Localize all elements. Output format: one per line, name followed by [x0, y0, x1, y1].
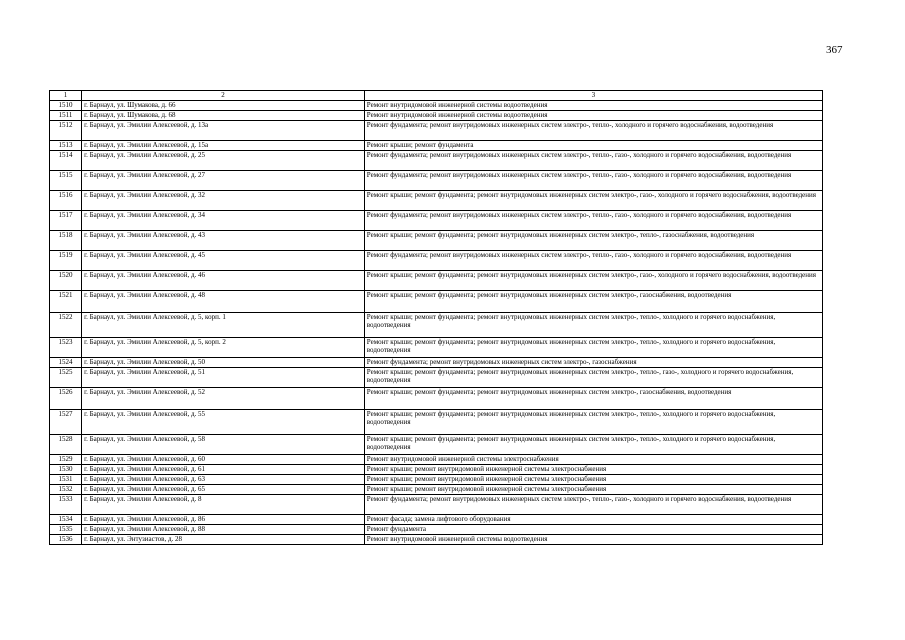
column-header: 3 [364, 91, 822, 101]
table-row [50, 387, 823, 409]
row-number: 1527 [50, 409, 82, 434]
row-works: Ремонт крыши; ремонт внутридомовой инженерной системы электроснабжения [364, 484, 822, 494]
row-number: 1516 [50, 190, 82, 210]
row-number: 1511 [50, 110, 82, 120]
row-address: г. Барнаул, ул. Эмилии Алексеевой, д. 5, корп. 1 [82, 312, 365, 337]
table-row [50, 484, 823, 494]
row-number: 1533 [50, 494, 82, 514]
table-row [50, 409, 823, 434]
row-address: г. Барнаул, ул. Эмилии Алексеевой, д. 8 [82, 494, 365, 514]
row-number: 1525 [50, 367, 82, 387]
row-address: г. Барнаул, ул. Эмилии Алексеевой, д. 88 [82, 524, 365, 534]
row-number: 1534 [50, 514, 82, 524]
row-works: Ремонт крыши; ремонт фундамента; ремонт внутридомовых инженерных систем электро-, тепло-, холодного и горячего водоснабжения, водоотведения [364, 337, 822, 357]
row-works: Ремонт фасада; замена лифтового оборудования [364, 514, 822, 524]
row-address: г. Барнаул, ул. Эмилии Алексеевой, д. 86 [82, 514, 365, 524]
row-works: Ремонт внутридомовой инженерной системы электроснабжения [364, 454, 822, 464]
row-number: 1520 [50, 270, 82, 290]
table-row [50, 454, 823, 464]
row-address: г. Барнаул, ул. Эмилии Алексеевой, д. 45 [82, 250, 365, 270]
row-address: г. Барнаул, ул. Эмилии Алексеевой, д. 46 [82, 270, 365, 290]
row-address: г. Барнаул, ул. Эмилии Алексеевой, д. 48 [82, 290, 365, 312]
row-address: г. Барнаул, ул. Эмилии Алексеевой, д. 32 [82, 190, 365, 210]
row-number: 1523 [50, 337, 82, 357]
page-number: 367 [826, 44, 843, 56]
table-row [50, 474, 823, 484]
row-address: г. Барнаул, ул. Эмилии Алексеевой, д. 55 [82, 409, 365, 434]
row-address: г. Барнаул, ул. Эмилии Алексеевой, д. 60 [82, 454, 365, 464]
row-works: Ремонт внутридомовой инженерной системы водоотведения [364, 100, 822, 110]
row-works: Ремонт крыши; ремонт фундамента; ремонт внутридомовых инженерных систем электро-, газо-, холодного и горячего водоснабжения, водоотведения [364, 190, 822, 210]
table-row [50, 337, 823, 357]
row-works: Ремонт крыши; ремонт внутридомовой инженерной системы электроснабжения [364, 474, 822, 484]
row-works: Ремонт фундамента; ремонт внутридомовых инженерных систем электро-, тепло-, холодного и горячего водоснабжения, водоотведения [364, 120, 822, 140]
row-number: 1530 [50, 464, 82, 474]
table-row [50, 170, 823, 190]
row-works: Ремонт фундамента [364, 524, 822, 534]
row-number: 1531 [50, 474, 82, 484]
table-row [50, 150, 823, 170]
row-number: 1515 [50, 170, 82, 190]
row-number: 1519 [50, 250, 82, 270]
row-works: Ремонт крыши; ремонт фундамента; ремонт внутридомовых инженерных систем электро-, тепло-, газо-, холодного и горячего водоснабжения, водоотведения [364, 367, 822, 387]
row-number: 1513 [50, 140, 82, 150]
row-number: 1517 [50, 210, 82, 230]
row-number: 1524 [50, 357, 82, 367]
row-works: Ремонт фундамента; ремонт внутридомовых инженерных систем электро-, тепло-, газо-, холодного и горячего водоснабжения, водоотведения [364, 170, 822, 190]
row-number: 1536 [50, 534, 82, 544]
row-number: 1522 [50, 312, 82, 337]
table-row [50, 110, 823, 120]
row-works: Ремонт крыши; ремонт фундамента; ремонт внутридомовых инженерных систем электро-, тепло-, газоснабжения, водоотведения [364, 230, 822, 250]
row-number: 1521 [50, 290, 82, 312]
row-number: 1514 [50, 150, 82, 170]
table-row [50, 100, 823, 110]
row-works: Ремонт крыши; ремонт фундамента; ремонт внутридомовых инженерных систем электро-, газо-, холодного и горячего водоснабжения, водоотведения [364, 270, 822, 290]
row-works: Ремонт фундамента; ремонт внутридомовых инженерных систем электро-, тепло-, газо-, холодного и горячего водоснабжения, водоотведения [364, 250, 822, 270]
row-works: Ремонт крыши; ремонт фундамента; ремонт внутридомовых инженерных систем электро-, тепло-, холодного и горячего водоснабжения, водоотведения [364, 312, 822, 337]
row-number: 1529 [50, 454, 82, 464]
table-row [50, 357, 823, 367]
row-works: Ремонт крыши; ремонт фундамента; ремонт внутридомовых инженерных систем электро-, тепло-, холодного и горячего водоснабжения, водоотведения [364, 434, 822, 454]
row-number: 1535 [50, 524, 82, 534]
row-address: г. Барнаул, ул. Эмилии Алексеевой, д. 27 [82, 170, 365, 190]
table-row [50, 230, 823, 250]
row-works: Ремонт внутридомовой инженерной системы водоотведения [364, 534, 822, 544]
row-number: 1512 [50, 120, 82, 140]
row-address: г. Барнаул, ул. Эмилии Алексеевой, д. 43 [82, 230, 365, 250]
row-address: г. Барнаул, ул. Эмилии Алексеевой, д. 15а [82, 140, 365, 150]
column-header: 1 [50, 91, 82, 101]
row-address: г. Барнаул, ул. Шумакова, д. 68 [82, 110, 365, 120]
row-works: Ремонт фундамента; ремонт внутридомовых инженерных систем электро-, тепло-, газо-, холодного и горячего водоснабжения, водоотведения [364, 210, 822, 230]
table-row [50, 494, 823, 514]
row-address: г. Барнаул, ул. Эмилии Алексеевой, д. 61 [82, 464, 365, 474]
row-address: г. Барнаул, ул. Эмилии Алексеевой, д. 13а [82, 120, 365, 140]
row-address: г. Барнаул, ул. Эмилии Алексеевой, д. 52 [82, 387, 365, 409]
table-row [50, 367, 823, 387]
row-address: г. Барнаул, ул. Эмилии Алексеевой, д. 51 [82, 367, 365, 387]
row-works: Ремонт фундамента; ремонт внутридомовых инженерных систем электро-, газоснабжения [364, 357, 822, 367]
row-works: Ремонт крыши; ремонт фундамента; ремонт внутридомовых инженерных систем электро-, газоснабжения, водоотведения [364, 387, 822, 409]
row-works: Ремонт крыши; ремонт фундамента [364, 140, 822, 150]
table-row [50, 290, 823, 312]
row-works: Ремонт крыши; ремонт фундамента; ремонт внутридомовых инженерных систем электро-, газоснабжения, водоотведения [364, 290, 822, 312]
table-row [50, 140, 823, 150]
row-number: 1526 [50, 387, 82, 409]
row-number: 1532 [50, 484, 82, 494]
row-number: 1528 [50, 434, 82, 454]
row-address: г. Барнаул, ул. Эмилии Алексеевой, д. 25 [82, 150, 365, 170]
table-row [50, 120, 823, 140]
table-header-row [50, 91, 823, 101]
row-works: Ремонт крыши; ремонт внутридомовой инженерной системы электроснабжения [364, 464, 822, 474]
table-row [50, 434, 823, 454]
row-number: 1510 [50, 100, 82, 110]
row-address: г. Барнаул, ул. Энтузиастов, д. 28 [82, 534, 365, 544]
column-header: 2 [82, 91, 365, 101]
row-address: г. Барнаул, ул. Шумакова, д. 66 [82, 100, 365, 110]
row-works: Ремонт крыши; ремонт фундамента; ремонт внутридомовых инженерных систем электро-, тепло-, холодного и горячего водоснабжения, водоотведения [364, 409, 822, 434]
row-address: г. Барнаул, ул. Эмилии Алексеевой, д. 5, корп. 2 [82, 337, 365, 357]
row-address: г. Барнаул, ул. Эмилии Алексеевой, д. 34 [82, 210, 365, 230]
table-row [50, 464, 823, 474]
table-row [50, 210, 823, 230]
table-row [50, 534, 823, 544]
row-number: 1518 [50, 230, 82, 250]
row-address: г. Барнаул, ул. Эмилии Алексеевой, д. 65 [82, 484, 365, 494]
row-works: Ремонт фундамента; ремонт внутридомовых инженерных систем электро-, тепло-, газо-, холодного и горячего водоснабжения, водоотведения [364, 150, 822, 170]
table-row [50, 250, 823, 270]
row-works: Ремонт фундамента; ремонт внутридомовых инженерных систем электро-, тепло-, газо-, холодного и горячего водоснабжения, водоотведения [364, 494, 822, 514]
table-row [50, 312, 823, 337]
registry-table [49, 90, 823, 545]
row-address: г. Барнаул, ул. Эмилии Алексеевой, д. 50 [82, 357, 365, 367]
table-row [50, 514, 823, 524]
row-works: Ремонт внутридомовой инженерной системы водоотведения [364, 110, 822, 120]
table-row [50, 190, 823, 210]
row-address: г. Барнаул, ул. Эмилии Алексеевой, д. 63 [82, 474, 365, 484]
table-row [50, 524, 823, 534]
table-row [50, 270, 823, 290]
row-address: г. Барнаул, ул. Эмилии Алексеевой, д. 58 [82, 434, 365, 454]
